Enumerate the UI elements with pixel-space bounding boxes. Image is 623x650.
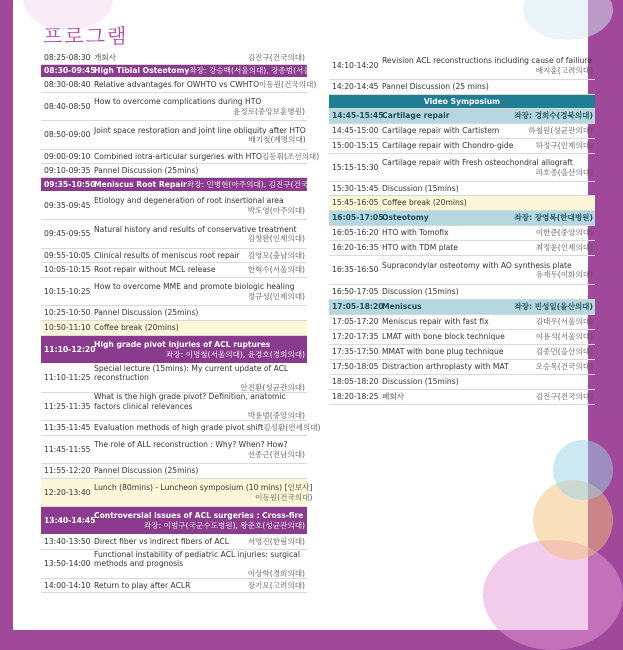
- session-title: What is the high grade pivot? Definition, anatomic factors clinical relevances: [94, 392, 286, 411]
- time-slot: 08:30-09:45: [44, 66, 96, 76]
- time-slot: 15:45-16:05: [332, 198, 379, 208]
- session-content: [94, 52, 307, 63]
- session-title: MMAT with bone plug technique: [382, 347, 504, 357]
- schedule-row: [329, 241, 595, 256]
- time-slot: 10:05-10:15: [44, 265, 91, 275]
- speaker: 배기철(계명의대): [248, 135, 306, 144]
- session-content: [382, 301, 595, 312]
- speaker: 좌장: 이명철(서울의대), 윤경호(경희의대): [165, 349, 305, 359]
- session-content: [94, 339, 307, 360]
- session-content: [382, 260, 595, 281]
- schedule-row: [41, 249, 307, 263]
- time-slot: 09:00-09:10: [44, 151, 91, 161]
- time-slot: 13:40-14:45: [44, 515, 96, 525]
- session-title: Cartilage repair with Cartistem: [382, 126, 500, 136]
- time-slot: 11:25-11:35: [44, 401, 91, 411]
- time-slot: 14:20-14:45: [332, 82, 379, 92]
- time-slot: 17:05-18:20: [332, 302, 384, 312]
- session-title: How to overcome complications during HTO: [94, 97, 262, 107]
- session-title: Cartilage repair: [382, 111, 450, 121]
- session-header-row: [41, 507, 307, 535]
- session-title: Coffee break (20mins): [94, 323, 179, 333]
- session-title: Relative advantages for OWHTO vs CWHTO: [94, 80, 260, 90]
- speaker: 장기모(고려의대): [247, 580, 305, 590]
- session-content: [94, 439, 307, 460]
- session-title: Clinical results of meniscus root repair: [94, 250, 240, 260]
- speaker: 이한준(중앙의대): [535, 228, 593, 238]
- session-content: [94, 482, 314, 503]
- session-content: [382, 55, 595, 76]
- time-slot: 11:10-12:20: [44, 344, 96, 354]
- session-content: [94, 307, 307, 318]
- schedule-row: [41, 220, 307, 249]
- schedule-row: [41, 306, 307, 321]
- session-title: 개회사: [94, 53, 117, 63]
- schedule-row: [41, 436, 307, 464]
- time-slot: 11:55-12:20: [44, 466, 91, 476]
- page-title: 프로그램: [43, 24, 129, 48]
- session-title: Pannel Discussion (25mins): [94, 466, 199, 476]
- schedule-row: [329, 139, 595, 154]
- schedule-row: [329, 330, 595, 345]
- time-slot: 11:45-11:55: [44, 444, 91, 454]
- speaker: 하정구(인제의대): [535, 141, 593, 151]
- schedule-row: [329, 124, 595, 139]
- time-slot: 16:05-17:05: [332, 213, 384, 223]
- time-slot: 08:25-08:30: [44, 53, 91, 63]
- session-header-row: [329, 300, 595, 315]
- speaker: 김진구(건국의대): [247, 53, 305, 63]
- session-content: [382, 197, 595, 208]
- speaker: 좌장: 경희수(경북의대): [514, 111, 593, 121]
- session-title: Cartilage repair with Fresh osteochondral allograft: [382, 158, 573, 168]
- speaker: 이동원(건국의대): [259, 80, 317, 90]
- session-title: Etiology and degeneration of root insertional area: [94, 196, 284, 206]
- session-content: [94, 549, 307, 579]
- time-slot: 09:35-09:45: [44, 200, 91, 210]
- session-title: LMAT with bone block technique: [382, 332, 505, 342]
- time-slot: 11:10-11:25: [44, 373, 91, 383]
- speaker: 안진환(성균관의대): [240, 382, 305, 392]
- session-content: [94, 281, 307, 302]
- session-content: [382, 81, 595, 92]
- session-content: [382, 212, 595, 223]
- session-title: Cartilage repair with Chondro-gide: [382, 141, 514, 151]
- time-slot: 09:45-09:55: [44, 229, 91, 239]
- schedule-row: [329, 52, 595, 80]
- session-title: Lunch (80mins) - Luncheon symposium (10 mins) [인보사]: [94, 483, 313, 493]
- time-slot: 17:20-17:35: [332, 332, 379, 342]
- time-slot: 17:50-18:05: [332, 362, 379, 372]
- video-symposium-label: Video Symposium: [423, 96, 501, 106]
- session-content: [94, 65, 330, 76]
- schedule-row: [41, 263, 307, 278]
- time-slot: 15:00-15:15: [332, 141, 379, 151]
- session-content: [94, 79, 318, 90]
- decorative-blob: [553, 440, 613, 500]
- session-title: Meniscus repair with fast fix: [382, 317, 489, 327]
- session-header-row: [41, 336, 307, 364]
- decorative-blob: [483, 540, 623, 650]
- speaker: 오승목(건국의대): [535, 362, 593, 372]
- speaker: 김종민(을산의대): [535, 347, 593, 357]
- schedule-row: [329, 256, 595, 285]
- session-content: [382, 157, 595, 178]
- time-slot: 14:00-14:10: [44, 580, 91, 590]
- session-content: [382, 183, 595, 194]
- session-title: 폐회사: [382, 392, 405, 402]
- session-title: Natural history and results of conservative treatment: [94, 224, 297, 234]
- session-title: Discussion (15mins): [382, 377, 459, 387]
- time-slot: 18:05-18:20: [332, 377, 379, 387]
- speaker: 이동원(건국의대): [255, 492, 313, 502]
- schedule-row: [329, 182, 595, 196]
- time-slot: 16:50-17:05: [332, 287, 379, 297]
- time-slot: 14:10-14:20: [332, 60, 379, 70]
- session-content: [94, 151, 321, 162]
- session-title: HTO with TDM plate: [382, 243, 458, 253]
- time-slot: 09:55-10:05: [44, 250, 91, 260]
- session-title: Special lecture (15mins): My current update of ACL reconstruction: [94, 363, 289, 383]
- speaker: 선종근(전남의대): [247, 449, 305, 459]
- break-row: [41, 321, 307, 336]
- session-content: [94, 250, 307, 261]
- time-slot: 09:10-09:35: [44, 165, 91, 175]
- speaker: 박도영(아주의대): [247, 205, 305, 215]
- schedule-row: [329, 226, 595, 241]
- speaker: 좌장: 빈성일(울산의대): [514, 302, 593, 312]
- speaker: 좌장: 강승백(서울의대), 장종범(서울의대): [189, 66, 329, 76]
- schedule-row: [329, 154, 595, 182]
- schedule-row: [41, 164, 307, 178]
- session-content: [382, 140, 595, 151]
- time-slot: 13:50-14:00: [44, 559, 91, 569]
- schedule-row: [41, 464, 307, 479]
- break-row: [329, 196, 595, 211]
- session-content: [382, 316, 595, 327]
- speaker: 김영모(충남의대): [247, 250, 305, 260]
- time-slot: 18:20-18:25: [332, 392, 379, 402]
- schedule-row: [41, 78, 317, 93]
- speaker: 유재두(이화의대): [535, 270, 593, 279]
- time-slot: 15:30-15:45: [332, 183, 379, 193]
- session-title: Revision ACL reconstructions including cause of failiure: [382, 56, 592, 66]
- schedule-row: [329, 390, 595, 405]
- session-content: [382, 361, 595, 372]
- session-title: HTO with Tomofix: [382, 228, 449, 238]
- time-slot: 12:20-13:40: [44, 487, 91, 497]
- schedule-row: [41, 550, 307, 579]
- session-content: [382, 125, 595, 136]
- schedule-left-column: [41, 52, 329, 593]
- session-content: [94, 224, 307, 245]
- session-title: How to overcome MME and promote biologic healing: [94, 282, 295, 292]
- session-content: [382, 391, 595, 402]
- session-content: [94, 391, 307, 421]
- speaker: 김창완(인제의대): [247, 234, 305, 243]
- session-title: Meniscus: [382, 302, 422, 312]
- schedule-right-column: [329, 52, 595, 405]
- speaker: 김동휘(조선의대): [261, 151, 320, 161]
- time-slot: 14:45-15:00: [332, 126, 379, 136]
- session-content: [382, 242, 595, 253]
- speaker: 김진구(건국의대): [535, 392, 593, 402]
- time-slot: 08:40-08:50: [44, 101, 91, 111]
- schedule-row: [41, 192, 307, 220]
- session-title: Joint space restoration and joint line obliquity after HTO: [94, 125, 306, 135]
- time-slot: 17:35-17:50: [332, 347, 379, 357]
- session-header-row: [41, 178, 326, 192]
- time-slot: 13:40-13:50: [44, 537, 91, 547]
- session-title: Pannel Discussion (25mins): [94, 165, 199, 175]
- session-title: Discussion (15mins): [382, 183, 459, 193]
- time-slot: 14:45-15:45: [332, 111, 384, 121]
- time-slot: 08:50-09:00: [44, 130, 91, 140]
- schedule-row: [329, 360, 595, 375]
- speaker: 라호종(을산의대): [535, 167, 593, 177]
- session-content: [382, 376, 595, 387]
- session-content: [94, 125, 308, 146]
- session-title: Evaluation methods of high grade pivot shift: [94, 423, 264, 433]
- session-content: [94, 195, 307, 216]
- schedule-row: [41, 535, 307, 550]
- schedule-row: [329, 285, 595, 300]
- session-content: [94, 179, 328, 190]
- speaker: 김성환(연세의대): [263, 423, 321, 433]
- schedule-row: [41, 364, 307, 393]
- session-content: [94, 165, 307, 176]
- video-symposium-row: [329, 95, 595, 109]
- session-title: Distraction arthroplasty with MAT: [382, 362, 509, 372]
- session-title: Root repair without MCL release: [94, 265, 216, 275]
- session-title: Meniscus Root Repair: [94, 179, 187, 189]
- schedule-row: [41, 150, 320, 164]
- session-title: Pannel Discussion (25mins): [94, 308, 199, 318]
- break-row: [41, 479, 313, 507]
- schedule-row: [41, 421, 321, 436]
- session-title: Controversial issues of ACL surgeries : Cross-fire: [94, 511, 304, 521]
- speaker: 좌장: 장영복(한대병원): [514, 213, 593, 223]
- speaker: 한혁수(서울의대): [247, 265, 305, 275]
- schedule-row: [41, 278, 307, 306]
- speaker: 배지훈(고려의대): [535, 65, 593, 75]
- schedule-row: [329, 80, 595, 95]
- session-title: Osteotomy: [382, 213, 429, 223]
- speaker: 정규성(인제의대): [247, 291, 305, 301]
- session-header-row: [329, 211, 595, 226]
- schedule-row: [329, 375, 595, 390]
- speaker: 좌장: 민병현(아주의대), 김진구(건국의대): [186, 179, 326, 189]
- session-title: High Tibial Osteotomy: [94, 66, 190, 76]
- speaker: 좌장: 이범구(국군수도병원), 왕준호(성균관의대): [143, 520, 305, 530]
- session-header-row: [329, 109, 595, 124]
- session-content: [94, 363, 307, 393]
- time-slot: 10:25-10:50: [44, 308, 91, 318]
- session-title: Coffee break (20mins): [382, 198, 467, 208]
- session-title: Supracondylar osteotomy with AO synthesis plate: [382, 260, 572, 270]
- session-content: [382, 331, 595, 342]
- time-slot: 17:05-17:20: [332, 317, 379, 327]
- session-title: Combined intra-articular surgeries with HTO: [94, 151, 262, 161]
- session-content: [94, 536, 307, 547]
- schedule-row: [41, 52, 307, 65]
- time-slot: 09:35-10:50: [44, 179, 96, 189]
- session-title: High grade pivot injuries of ACL ruptures: [94, 340, 271, 350]
- session-title: Return to play after ACLR: [94, 580, 191, 590]
- session-content: [382, 110, 595, 121]
- time-slot: 15:15-15:30: [332, 162, 379, 172]
- speaker: 이용석(서울의대): [535, 332, 593, 342]
- decorative-blob: [523, 0, 613, 40]
- session-content: [94, 422, 323, 433]
- time-slot: 11:35-11:45: [44, 423, 91, 433]
- session-content: [94, 580, 307, 591]
- session-title: Direct fiber vs indirect fibers of ACL: [94, 537, 229, 547]
- session-content: [94, 465, 307, 476]
- session-content: [94, 264, 307, 275]
- session-header-row: [41, 65, 329, 78]
- session-title: The role of ALL reconstruction : Why? When? How?: [94, 440, 288, 450]
- time-slot: 16:05-16:20: [332, 228, 379, 238]
- speaker: 서영진(한림의대): [247, 537, 305, 547]
- time-slot: 10:15-10:25: [44, 286, 91, 296]
- schedule-row: [41, 393, 307, 421]
- session-content: [94, 510, 307, 531]
- schedule-row: [329, 345, 595, 360]
- program-sheet: [13, 0, 593, 630]
- session-title: Pannel Discussion (25 mins): [382, 82, 489, 92]
- speaker: 최정윤(인제의대): [535, 243, 593, 253]
- session-content: [382, 227, 595, 238]
- time-slot: 08:30-08:40: [44, 80, 91, 90]
- speaker: 하철원(성균관의대): [528, 126, 593, 136]
- session-content: [94, 322, 307, 333]
- speaker: 박용범(중앙의대): [247, 411, 305, 421]
- speaker: 김태우(서울의대): [535, 317, 593, 327]
- session-title: Functional instability of pediatric ACL injuries: surgical methods and prognosis: [94, 549, 300, 569]
- speaker: 이상학(경희의대): [247, 568, 305, 578]
- session-content: [382, 346, 595, 357]
- time-slot: 16:20-16:35: [332, 243, 379, 253]
- speaker: 윤정로(중앙보훈병원): [233, 106, 305, 116]
- schedule-row: [41, 121, 307, 150]
- schedule-row: [41, 93, 307, 121]
- schedule-row: [329, 315, 595, 330]
- session-title: Discussion (15mins): [382, 287, 459, 297]
- time-slot: 10:50-11:10: [44, 323, 91, 333]
- time-slot: 16:35-16:50: [332, 265, 379, 275]
- session-content: [94, 96, 307, 117]
- session-content: [382, 286, 595, 297]
- schedule-row: [41, 579, 307, 593]
